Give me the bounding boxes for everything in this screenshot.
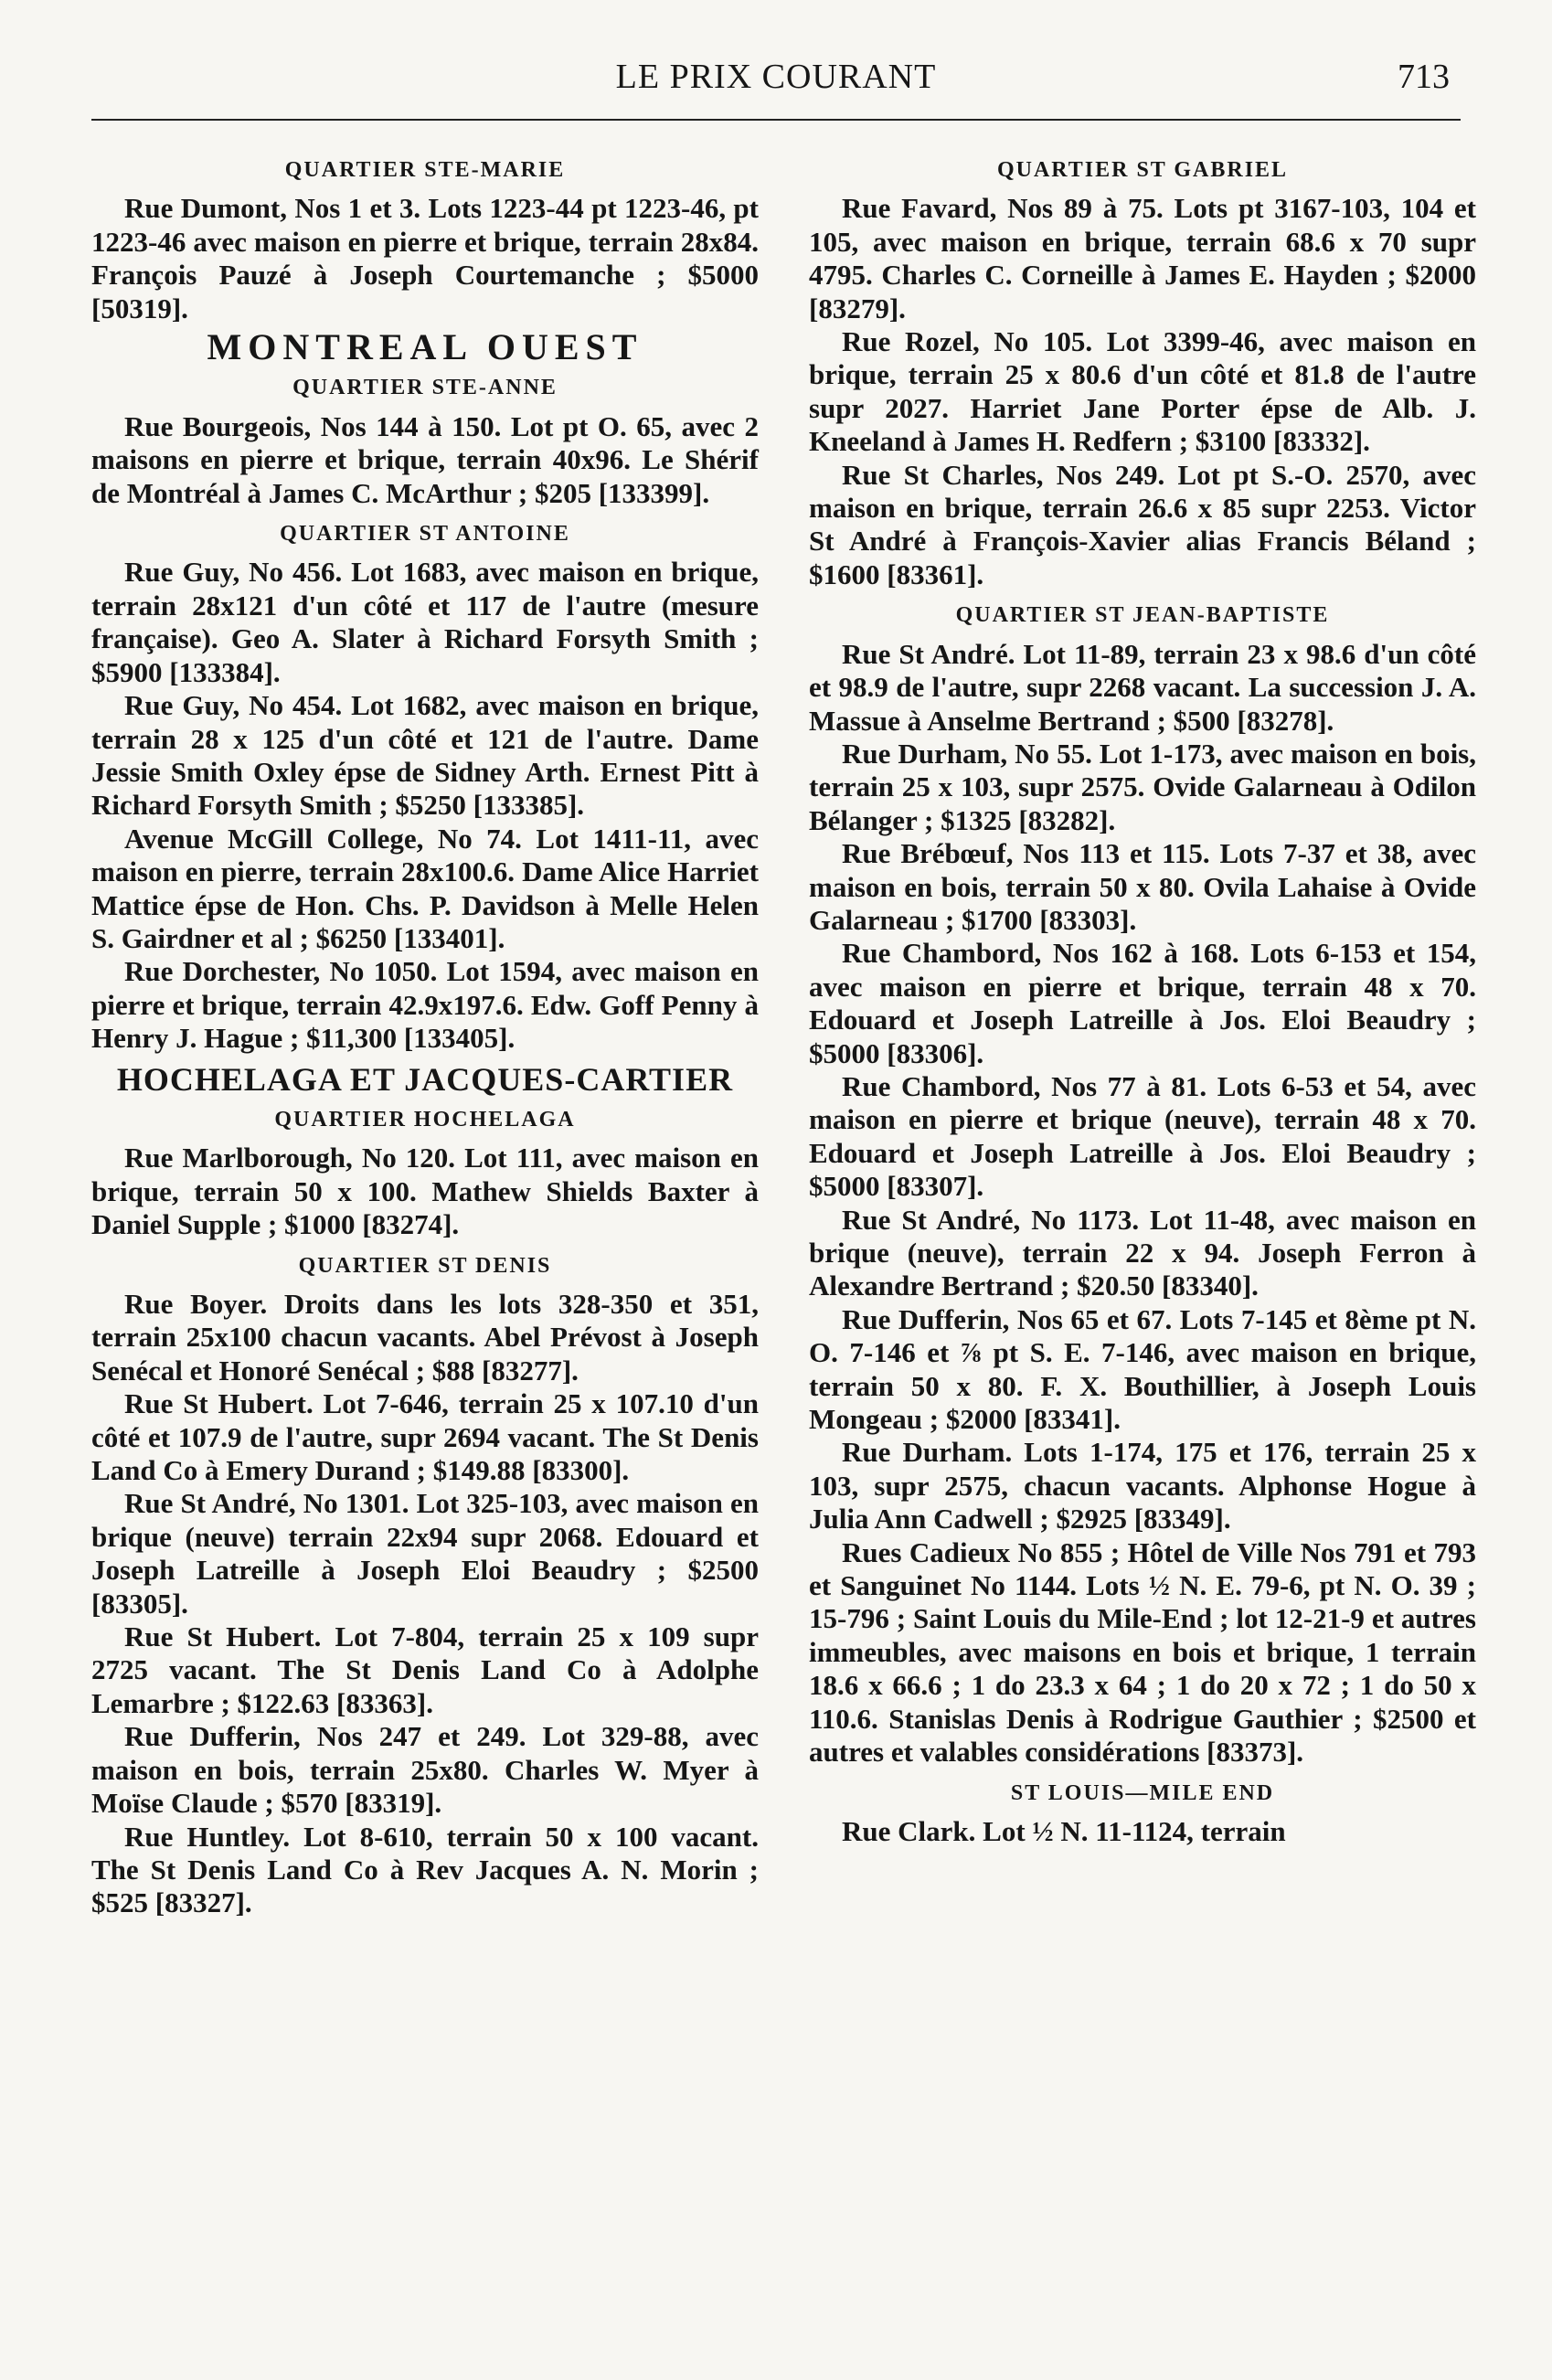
section-heading: QUARTIER STE-MARIE [284, 158, 566, 182]
transaction-entry: Rue Durham. Lots 1-174, 175 et 176, terrain 25 x 103, supr 2575, chacun vacants. Alphonse Hogue à Julia Ann Cadwell ; $2925 [83349]. [809, 1436, 1476, 1535]
section-heading: QUARTIER ST DENIS [298, 1253, 552, 1278]
transaction-entry: Rue Bourgeois, Nos 144 à 150. Lot pt O. 65, avec 2 maisons en pierre et brique, terrain 40x96. Le Shérif de Montréal à James C. McArthur ; $205 [133399]. [91, 409, 759, 509]
page-header [91, 57, 1461, 102]
left-column [91, 146, 759, 1920]
right-column [809, 146, 1476, 1848]
section-heading: QUARTIER STE-ANNE [292, 376, 558, 400]
transaction-entry: Rue Guy, No 454. Lot 1682, avec maison en brique, terrain 28 x 125 d'un côté et 121 de l'autre. Dame Jessie Smith Oxley épse de Sidney Arth. Ernest Pitt à Richard Forsyth Smith ; $5250 [133385]. [91, 689, 759, 822]
transaction-entry: Rue St Charles, Nos 249. Lot pt S.-O. 2570, avec maison en brique, terrain 26.6 x 85 supr 2253. Victor St André à François-Xavier alias Francis Béland ; $1600 [83361]. [809, 458, 1476, 590]
transaction-entry: Rue Clark. Lot ½ N. 11-1124, terrain [842, 1814, 1286, 1847]
transaction-entry: Rue St Hubert. Lot 7-646, terrain 25 x 107.10 d'un côté et 107.9 de l'autre, supr 2694 vacant. The St Denis Land Co à Emery Durand ; $149.88 [83300]. [91, 1387, 759, 1487]
transaction-entry: Rue Dorchester, No 1050. Lot 1594, avec maison en pierre et brique, terrain 42.9x197.6. Edw. Goff Penny à Henry J. Hague ; $11,300 [133405]. [91, 955, 759, 1055]
running-title: LE PRIX COURANT [615, 58, 937, 96]
transaction-entry: Rue St André, No 1173. Lot 11-48, avec maison en brique (neuve), terrain 22 x 94. Joseph Ferron à Alexandre Bertrand ; $20.50 [83340]. [809, 1203, 1476, 1302]
district-heading: HOCHELAGA ET JACQUES-CARTIER [116, 1060, 734, 1098]
transaction-entry: Rue St André, No 1301. Lot 325-103, avec maison en brique (neuve) terrain 22x94 supr 2068. Edouard et Joseph Latreille à Joseph Eloi Beaudry ; $2500 [83305]. [91, 1487, 759, 1620]
transaction-entry: Rue Favard, Nos 89 à 75. Lots pt 3167-103, 104 et 105, avec maison en brique, terrain 68.6 x 70 supr 4795. Charles C. Corneille à James E. Hayden ; $2000 [83279]. [809, 192, 1476, 324]
transaction-entry: Rue Durham, No 55. Lot 1-173, avec maison en bois, terrain 25 x 103, supr 2575. Ovide Galarneau à Odilon Bélanger ; $1325 [83282]. [809, 737, 1476, 836]
page-number: 713 [1398, 58, 1450, 96]
section-heading: QUARTIER ST ANTOINE [280, 522, 570, 547]
transaction-entry: Rue St André. Lot 11-89, terrain 23 x 98.6 d'un côté et 98.9 de l'autre, supr 2268 vacant. La succession J. A. Massue à Anselme Bertrand ; $500 [83278]. [809, 637, 1476, 737]
transaction-entry: Rue Dumont, Nos 1 et 3. Lots 1223-44 pt 1223-46, pt 1223-46 avec maison en pierre et brique, terrain 28x84. François Pauzé à Joseph Courtemanche ; $5000 [50319]. [91, 192, 759, 324]
transaction-entry: Rue Guy, No 456. Lot 1683, avec maison en brique, terrain 28x121 d'un côté et 117 de l'autre (mesure française). Geo A. Slater à Richard Forsyth Smith ; $5900 [133384]. [91, 556, 759, 688]
transaction-entry: Rue Boyer. Droits dans les lots 328-350 et 351, terrain 25x100 chacun vacants. Abel Prévost à Joseph Senécal et Honoré Senécal ; $88 [83277]. [91, 1288, 759, 1387]
transaction-entry: Rue Dufferin, Nos 247 et 249. Lot 329-88, avec maison en bois, terrain 25x80. Charles W. Myer à Moïse Claude ; $570 [83319]. [91, 1720, 759, 1820]
transaction-entry: Rue Rozel, No 105. Lot 3399-46, avec maison en brique, terrain 25 x 80.6 d'un côté et 81.8 de l'autre supr 2027. Harriet Jane Porter épse de Alb. J. Kneeland à James H. Redfern ; $3100 [83332]. [809, 325, 1476, 458]
section-heading: QUARTIER ST JEAN-BAPTISTE [955, 603, 1330, 628]
section-heading: QUARTIER HOCHELAGA [274, 1107, 576, 1132]
transaction-entry: Avenue McGill College, No 74. Lot 1411-11, avec maison en pierre, terrain 28x100.6. Dame Alice Harriet Mattice épse de Hon. Chs. P. Davidson à Melle Helen S. Gairdner et al ; $6250 [133401]. [91, 822, 759, 954]
transaction-entry: Rue Chambord, Nos 162 à 168. Lots 6-153 et 154, avec maison en pierre et brique, terrain 48 x 70. Edouard et Joseph Latreille à Jos. Eloi Beaudry ; $5000 [83306]. [809, 937, 1476, 1069]
section-heading: QUARTIER ST GABRIEL [996, 158, 1289, 182]
transaction-entry: Rue Marlborough, No 120. Lot 111, avec maison en brique, terrain 50 x 100. Mathew Shields Baxter à Daniel Supple ; $1000 [83274]. [91, 1142, 759, 1241]
transaction-entry: Rue Huntley. Lot 8-610, terrain 50 x 100 vacant. The St Denis Land Co à Rev Jacques A. N. Morin ; $525 [83327]. [91, 1820, 759, 1919]
transaction-entry: Rue Brébœuf, Nos 113 et 115. Lots 7-37 et 38, avec maison en bois, terrain 50 x 80. Ovila Lahaise à Ovide Galarneau ; $1700 [83303]. [809, 837, 1476, 936]
transaction-entry: Rues Cadieux No 855 ; Hôtel de Ville Nos 791 et 793 et Sanguinet No 1144. Lots ½ N. E. 79-6, pt N. O. 39 ; 15-796 ; Saint Louis du Mile-End ; lot 12-21-9 et autres immeubles, avec maisons en bois et brique, 1 terrain 18.6 x 66.6 ; 1 do 23.3 x 64 ; 1 do 20 x 72 ; 1 do 50 x 110.6. Stanislas Denis à Rodrigue Gauthier ; $2500 et autres et valables considérations [83373]. [809, 1535, 1476, 1769]
transaction-entry: Rue Dufferin, Nos 65 et 67. Lots 7-145 et 8ème pt N. O. 7-146 et ⅞ pt S. E. 7-146, avec maison en brique, terrain 50 x 80. F. X. Bouthillier, à Joseph Louis Mongeau ; $2000 [83341]. [809, 1302, 1476, 1436]
transaction-entry: Rue Chambord, Nos 77 à 81. Lots 6-53 et 54, avec maison en pierre et brique (neuve), terrain 48 x 70. Edouard et Joseph Latreille à Jos. Eloi Beaudry ; $5000 [83307]. [809, 1069, 1476, 1203]
transaction-entry: Rue St Hubert. Lot 7-804, terrain 25 x 109 supr 2725 vacant. The St Denis Land Co à Adolphe Lemarbre ; $122.63 [83363]. [91, 1620, 759, 1719]
header-rule [91, 119, 1461, 121]
section-heading: ST LOUIS—MILE END [1010, 1780, 1275, 1805]
district-heading: MONTREAL OUEST [207, 326, 643, 368]
